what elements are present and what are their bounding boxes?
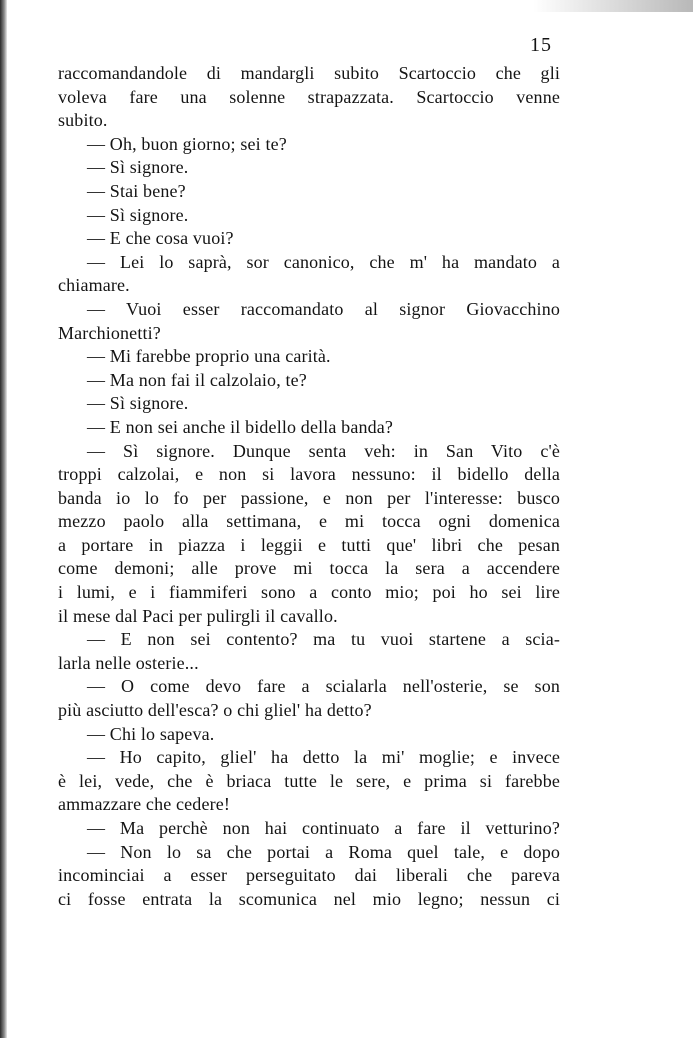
text-line: come demoni; alle prove mi tocca la sera a accendere	[58, 558, 560, 579]
text-line: — Vuoi esser raccomandato al signor Giovacchino	[87, 298, 560, 319]
text-line: — E che cosa vuoi?	[87, 228, 234, 249]
text-line: — O come devo fare a scialarla nell'osterie, se son	[87, 676, 560, 697]
book-spine-shadow	[0, 0, 7, 1038]
text-line: voleva fare una solenne strapazzata. Scartoccio venne	[58, 86, 560, 107]
text-line: ci fosse entrata la scomunica nel mio legno; nessun ci	[58, 888, 560, 909]
text-line: raccomandandole di mandargli subito Scartoccio che gli	[58, 63, 560, 83]
text-line: Marchionetti?	[58, 322, 161, 343]
page-text	[58, 62, 560, 911]
text-line: troppi calzolai, e non si lavora nessuno: il bidello della	[58, 464, 560, 485]
text-line: i lumi, e i fiammiferi sono a conto mio; poi ho sei lire	[58, 582, 560, 603]
text-line: — Ho capito, gliel' ha detto la mi' moglie; e invece	[87, 747, 560, 768]
text-line: mezzo paolo alla settimana, e mi tocca ogni domenica	[58, 511, 560, 532]
text-line: a portare in piazza i leggii e tutti que' libri che pesan	[58, 534, 560, 555]
text-line: — Sì signore.	[87, 157, 189, 178]
text-line: — Stai bene?	[87, 180, 186, 201]
text-line: subito.	[58, 110, 108, 131]
text-line: — Sì signore.	[87, 204, 189, 225]
text-line: — Chi lo sapeva.	[87, 723, 215, 744]
text-line: — Mi farebbe proprio una carità.	[87, 346, 331, 367]
text-line: più asciutto dell'esca? o chi gliel' ha detto?	[58, 700, 372, 721]
text-line: — Oh, buon giorno; sei te?	[87, 133, 287, 154]
text-line: — Sì signore.	[87, 393, 189, 414]
text-line: larla nelle osterie...	[58, 652, 199, 673]
page-number: 15	[530, 34, 552, 56]
text-line: — Non lo sa che portai a Roma quel tale, e dopo	[87, 841, 560, 862]
text-line: — Ma non fai il calzolaio, te?	[87, 369, 307, 390]
text-line: — Sì signore. Dunque senta veh: in San Vito c'è	[87, 440, 560, 461]
text-line: — Lei lo saprà, sor canonico, che m' ha mandato a	[87, 251, 560, 272]
text-line: incominciai a esser perseguitato dai liberali che pareva	[58, 865, 560, 886]
text-line: ammazzare che cedere!	[58, 794, 231, 815]
text-line: — E non sei anche il bidello della banda?	[87, 416, 394, 437]
text-line: banda io lo fo per passione, e non per l'interesse: busco	[58, 487, 560, 508]
text-line: chiamare.	[58, 275, 130, 296]
text-line: il mese dal Paci per pulirgli il cavallo.	[58, 605, 338, 626]
text-line: è lei, vede, che è briaca tutte le sere, e prima si farebbe	[58, 770, 560, 791]
text-line: — E non sei contento? ma tu vuoi startene a scia-	[87, 629, 560, 650]
text-line: — Ma perchè non hai continuato a fare il vetturino?	[87, 818, 560, 838]
page-corner-shadow	[533, 0, 693, 12]
